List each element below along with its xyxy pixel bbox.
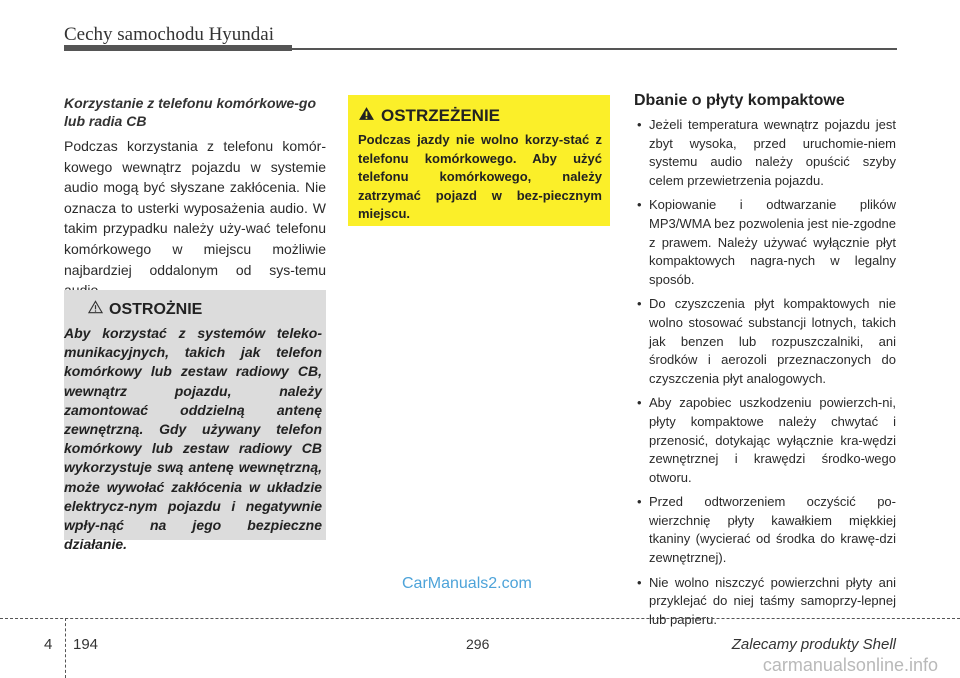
section-body: Podczas korzystania z telefonu komór-kowego wewnątrz pojazdu w systemie audio mogą być słyszane zakłócenia. Nie oznacza to usterki wyposażenia audio. W takim przypadku należy uży-wać telefonu komórkowego w miejscu możliwie najbardziej oddalonym od sys-temu: [64, 138, 326, 278]
footer-credit: carmanualsonline.info: [762, 655, 938, 675]
cd-care-title: Dbanie o płyty kompaktowe: [634, 92, 845, 109]
list-item: • Do czyszczenia płyt kompaktowych nie wolno stosować substancji lotnych, takich jak benzen lub rozpuszczalniki, ani środków i aerozoli przeznaczonych do czyszczenia płyt analogowych.: [637, 296, 896, 386]
footer-chapter-number: 4: [44, 636, 53, 653]
cd-care-list: [634, 116, 896, 629]
warning-title: OSTRZEŻENIE: [381, 106, 501, 125]
section-subheading: Korzystanie z telefonu komórkowe-go lub radia CB: [64, 95, 317, 129]
page-header-title: Cechy samochodu Hyundai: [64, 24, 275, 45]
list-item: • Jeżeli temperatura wewnątrz pojazdu jest zbyt wysoka, przed uruchomie-niem systemu audio należy opuścić szyby celem przewietrzenia pojazdu.: [637, 117, 896, 188]
caution-title: OSTROŻNIE: [109, 300, 203, 318]
footer-divider: [0, 618, 960, 619]
footer-page-number: 194: [73, 636, 99, 653]
warning-text: Podczas jazdy nie wolno korzy-stać z telefonu komórkowego. Aby użyć telefonu komórkowego, należy zatrzymać pojazd w bez-piecznym miejscu.: [358, 132, 602, 221]
caution-header: [88, 300, 202, 319]
header-rule-thick: [64, 45, 292, 51]
header-rule-thin: [292, 48, 897, 50]
list-item: • Aby zapobiec uszkodzeniu powierzch-ni, płyty kompaktowe należy chwytać i przenosić, dotykając wyłącznie kra-wędzi zewnętrznej i krawędzi środko-wego otworu.: [637, 395, 896, 485]
warning-header: [358, 106, 500, 126]
warning-triangle-icon: [88, 300, 103, 319]
list-item: • Kopiowanie i odtwarzanie plików MP3/WMA bez pozwolenia jest nie-zgodne z prawem. Należy używać wyłącznie płyt kompaktowych nagra-nych w legalny sposób.: [637, 197, 896, 287]
list-item: • Przed odtworzeniem oczyścić po-wierzchnię płyty kawałkiem miękkiej tkaniny (wycierać od środka do krawę-dzi zewnętrznej).: [637, 494, 896, 566]
watermark-link[interactable]: CarManuals2.com: [402, 575, 532, 592]
warning-box: [348, 95, 610, 226]
footer-vertical-divider: [65, 618, 66, 678]
caution-text: Aby korzystać z systemów teleko-munikacyjnych, takich jak telefon komórkowy lub zestaw radiowy CB, wewnątrz pojazdu, należy zamontować oddzielną antenę zewnętrzną. Gdy używany telefon komórkowy lub zestaw radiowy CB wykorzystuje swą antenę wewnętrzną, może wywołać zakłócenia w układzie elektrycz-nym pojazdu i negatywnie wpły-nąć na jego bezpieczne działanie.: [64, 325, 322, 553]
list-item: • Nie wolno niszczyć powierzchni płyty ani przyklejać do niej taśmy samoprzy-lepnej lub papieru.: [637, 574, 896, 627]
warning-triangle-icon: [358, 106, 375, 126]
left-column: [64, 94, 326, 301]
caution-box: [64, 290, 326, 553]
right-column: [634, 92, 896, 635]
footer-center-number: 296: [466, 636, 490, 652]
footer-tagline: Zalecamy produkty Shell: [731, 636, 896, 653]
